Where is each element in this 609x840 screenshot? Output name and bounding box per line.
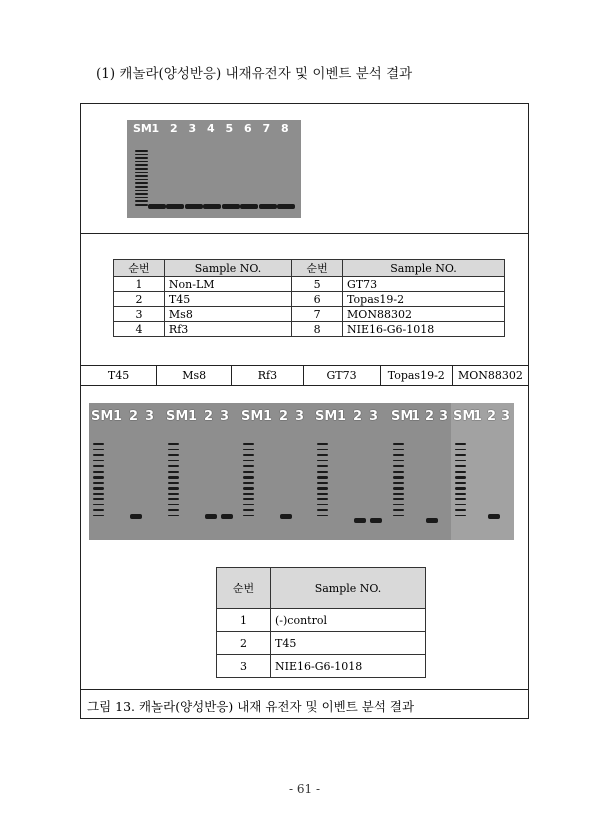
divider: [81, 385, 528, 386]
dna-band: [354, 518, 366, 523]
ladder-band: [93, 487, 104, 490]
lane-label: SM: [391, 409, 414, 424]
ladder-band: [317, 443, 328, 445]
ladder-band: [168, 460, 179, 462]
sample-label: Ms8: [157, 366, 232, 385]
ladder-band: [168, 493, 179, 496]
ladder-band: [243, 509, 254, 511]
ladder-band: [317, 454, 328, 456]
table-row: [114, 307, 505, 322]
ladder-band: [455, 509, 466, 511]
ladder-band: [93, 509, 104, 511]
lane-label: SM: [91, 409, 114, 424]
ladder-band: [168, 449, 179, 451]
lane-label: SM: [133, 122, 152, 135]
lane-label: 3: [220, 409, 230, 424]
ladder-band: [135, 182, 148, 184]
ladder-band: [317, 476, 328, 479]
lane-label: SM: [166, 409, 189, 424]
ladder-band: [243, 476, 254, 479]
table-cell: NIE16-G6-1018: [343, 322, 505, 337]
ladder-band: [455, 498, 466, 500]
figure-frame: [80, 103, 529, 719]
ladder-band: [317, 449, 328, 451]
header: Sample NO.: [271, 568, 426, 609]
dna-band: [370, 518, 382, 523]
ladder-band: [135, 172, 148, 174]
table-cell: T45: [271, 632, 426, 655]
ladder-band: [317, 482, 328, 485]
ladder-band: [243, 493, 254, 496]
lane-label: 1: [188, 409, 198, 424]
dna-band: [166, 204, 184, 209]
dna-band: [185, 204, 203, 209]
lane-label: 3: [188, 122, 197, 135]
lane-label: 2: [425, 409, 435, 424]
ladder-band: [317, 498, 328, 500]
ladder-band: [393, 443, 404, 445]
lane-label: 7: [262, 122, 271, 135]
sample-label: T45: [81, 366, 157, 385]
ladder-band: [243, 471, 254, 474]
ladder-band: [135, 197, 148, 199]
table-cell: T45: [164, 292, 291, 307]
ladder-band: [135, 157, 148, 159]
ladder-band: [393, 454, 404, 456]
lane-label: 2: [204, 409, 214, 424]
ladder-band: [393, 449, 404, 451]
ladder-band: [93, 449, 104, 451]
lane-label: 5: [225, 122, 234, 135]
lane-label: 2: [353, 409, 363, 424]
ladder-band: [317, 471, 328, 474]
ladder-band: [455, 476, 466, 479]
table-cell: 3: [217, 655, 271, 678]
table-cell: 7: [292, 307, 343, 322]
ladder-band: [243, 465, 254, 467]
lane-label: 2: [279, 409, 289, 424]
table-row: [114, 292, 505, 307]
dna-band: [240, 204, 258, 209]
lane-label: 2: [129, 409, 139, 424]
ladder-band: [317, 487, 328, 490]
ladder-band: [393, 460, 404, 462]
lane-label: 1: [263, 409, 273, 424]
ladder-band: [317, 504, 328, 506]
divider: [81, 689, 528, 690]
ladder-band: [393, 465, 404, 467]
ladder-band: [135, 190, 148, 192]
ladder-band: [135, 154, 148, 156]
sample-header-row: [81, 366, 528, 385]
sample-label: Topas19-2: [381, 366, 453, 385]
ladder-band: [393, 504, 404, 506]
lane-label: 1: [473, 409, 483, 424]
ladder-band: [455, 454, 466, 456]
ladder-band: [168, 482, 179, 485]
dna-band: [130, 514, 142, 519]
ladder-band: [168, 504, 179, 506]
ladder-band: [93, 476, 104, 479]
table-cell: 8: [292, 322, 343, 337]
lane-label: 3: [145, 409, 155, 424]
ladder-band: [455, 493, 466, 496]
ladder-band: [135, 168, 148, 170]
lane-label: 4: [207, 122, 215, 135]
sample-label: Rf3: [232, 366, 303, 385]
ladder-band: [393, 493, 404, 496]
ladder-band: [243, 498, 254, 500]
ladder-band: [93, 498, 104, 500]
ladder-band: [93, 471, 104, 474]
ladder-band: [393, 487, 404, 490]
ladder-band: [168, 454, 179, 456]
lane-label: 3: [501, 409, 511, 424]
header: Sample NO.: [343, 260, 505, 277]
ladder-band: [393, 515, 404, 517]
ladder-band: [393, 471, 404, 474]
ladder-band: [135, 179, 148, 181]
ladder-band: [455, 443, 466, 445]
lane-label: 8: [281, 122, 289, 135]
ladder-band: [93, 465, 104, 467]
ladder-band: [168, 443, 179, 445]
ladder-band: [168, 476, 179, 479]
ladder-band: [93, 482, 104, 485]
ladder-band: [135, 204, 148, 206]
dna-band: [426, 518, 438, 523]
ladder-band: [393, 476, 404, 479]
ladder-band: [317, 465, 328, 467]
sample-table-2: [216, 567, 426, 678]
table-cell: 1: [217, 609, 271, 632]
ladder-band: [135, 164, 148, 166]
lane-label: SM: [453, 409, 476, 424]
lane-label: 3: [295, 409, 305, 424]
gel-image-events: [89, 403, 514, 540]
ladder-band: [455, 471, 466, 474]
ladder-band: [455, 460, 466, 462]
sample-table-1: [113, 259, 505, 337]
ladder-band: [455, 482, 466, 485]
figure-caption: 그림 13. 캐놀라(양성반응) 내재 유전자 및 이벤트 분석 결과: [87, 699, 415, 714]
table-cell: (-)control: [271, 609, 426, 632]
table-row: [217, 655, 426, 678]
lane-label: 1: [337, 409, 347, 424]
table-cell: 3: [114, 307, 165, 322]
ladder-band: [135, 193, 148, 195]
page-number: - 61 -: [288, 782, 320, 796]
sample-label: MON88302: [457, 369, 523, 382]
header: 순번: [114, 260, 165, 277]
lane-label: 2: [487, 409, 497, 424]
ladder-band: [93, 493, 104, 496]
ladder-band: [93, 443, 104, 445]
lane-label: 1: [411, 409, 421, 424]
ladder-band: [243, 454, 254, 456]
ladder-band: [243, 449, 254, 451]
ladder-band: [317, 515, 328, 517]
ladder-band: [135, 175, 148, 177]
ladder-band: [243, 504, 254, 506]
ladder-band: [243, 487, 254, 490]
lane-label: 2: [170, 122, 178, 135]
lane-label: SM: [315, 409, 338, 424]
ladder-band: [168, 515, 179, 517]
ladder-band: [455, 515, 466, 517]
ladder-band: [168, 471, 179, 474]
ladder-band: [455, 487, 466, 490]
table-cell: Topas19-2: [343, 292, 505, 307]
table-cell: 5: [292, 277, 343, 292]
divider: [81, 233, 528, 234]
table-cell: 6: [292, 292, 343, 307]
ladder-band: [455, 504, 466, 506]
ladder-band: [93, 504, 104, 506]
ladder-band: [93, 460, 104, 462]
lane-label: 1: [113, 409, 123, 424]
table-cell: 2: [114, 292, 165, 307]
lane-label: SM: [241, 409, 264, 424]
table-row: [217, 609, 426, 632]
ladder-band: [243, 460, 254, 462]
sample-label: GT73: [304, 366, 381, 385]
table-cell: 4: [114, 322, 165, 337]
dna-band: [277, 204, 295, 209]
ladder-band: [317, 460, 328, 462]
table-row: [114, 277, 505, 292]
dna-band: [280, 514, 292, 519]
ladder-band: [243, 515, 254, 517]
table-cell: MON88302: [343, 307, 505, 322]
ladder-band: [168, 465, 179, 467]
ladder-band: [317, 509, 328, 511]
table-cell: GT73: [343, 277, 505, 292]
gel-image-endogenous: [127, 120, 301, 218]
dna-band: [259, 204, 277, 209]
dna-band: [148, 204, 166, 209]
ladder-band: [135, 161, 148, 163]
ladder-band: [135, 200, 148, 202]
table-cell: Non-LM: [164, 277, 291, 292]
dna-band: [221, 514, 233, 519]
ladder-band: [135, 186, 148, 188]
header: Sample NO.: [164, 260, 291, 277]
dna-band: [222, 204, 240, 209]
ladder-band: [455, 449, 466, 451]
table-cell: Rf3: [164, 322, 291, 337]
ladder-band: [393, 509, 404, 511]
table-cell: 1: [114, 277, 165, 292]
ladder-band: [168, 487, 179, 490]
table-cell: Ms8: [164, 307, 291, 322]
ladder-band: [393, 482, 404, 485]
header: 순번: [217, 568, 271, 609]
dna-band: [205, 514, 217, 519]
lane-label: 3: [439, 409, 449, 424]
header: 순번: [292, 260, 343, 277]
ladder-band: [243, 482, 254, 485]
section-heading: (1) 캐놀라(양성반응) 내재유전자 및 이벤트 분석 결과: [96, 66, 413, 82]
lane-label: 1: [151, 122, 160, 135]
table-cell: 2: [217, 632, 271, 655]
ladder-band: [93, 454, 104, 456]
ladder-band: [168, 509, 179, 511]
table-row: [114, 322, 505, 337]
ladder-band: [135, 150, 148, 152]
dna-band: [203, 204, 221, 209]
ladder-band: [93, 515, 104, 517]
lane-label: 3: [369, 409, 379, 424]
table-row: [217, 632, 426, 655]
ladder-band: [317, 493, 328, 496]
ladder-band: [168, 498, 179, 500]
lane-label: 6: [244, 122, 252, 135]
ladder-band: [243, 443, 254, 445]
table-cell: NIE16-G6-1018: [271, 655, 426, 678]
dna-band: [488, 514, 500, 519]
ladder-band: [393, 498, 404, 500]
ladder-band: [455, 465, 466, 467]
